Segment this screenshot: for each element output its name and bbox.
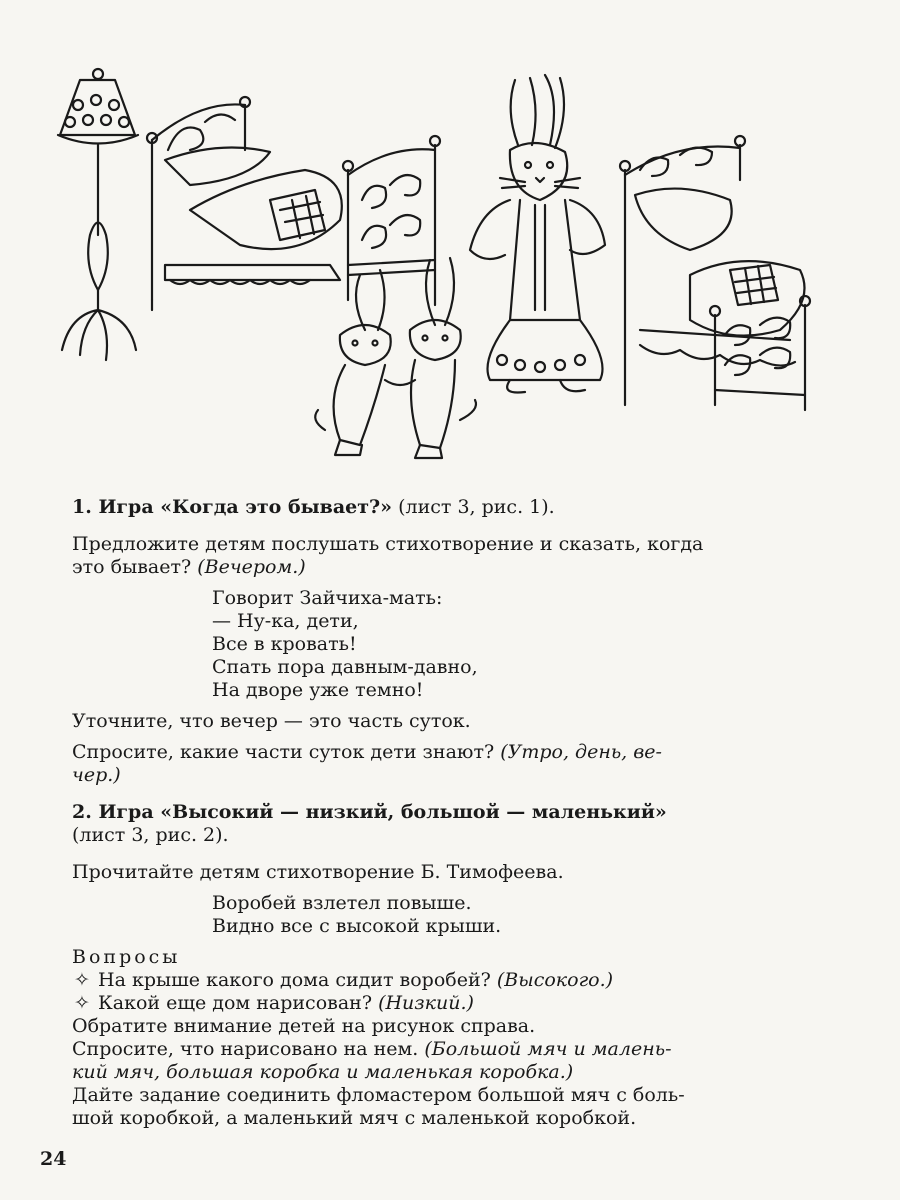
section2-heading-ref: (лист 3, рис. 2).: [72, 824, 229, 846]
section2-read: Прочитайте детям стихотворение Б. Тимофеева.: [72, 861, 564, 883]
bed-left-drawing: [147, 97, 342, 310]
section2-ask-answer: (Большой мяч и малень-: [424, 1038, 672, 1060]
section1-ask-text: Спросите, какие части суток дети знают?: [72, 741, 501, 763]
question-text: Какой еще дом нарисован?: [98, 992, 379, 1014]
hare-mother-drawing: [470, 75, 605, 393]
question-item: [72, 992, 832, 1015]
section1-heading-ref: (лист 3, рис. 1).: [392, 496, 555, 518]
question-answer: (Высокого.): [496, 969, 614, 991]
little-hares-drawing: [315, 258, 476, 458]
document-text: [72, 496, 832, 1130]
section2-heading: [72, 801, 832, 847]
section2-poem: [212, 892, 832, 938]
poem-line: Говорит Зайчиха-мать:: [212, 587, 443, 609]
section1-ask: [72, 741, 832, 787]
section1-intro-answer: (Вечером.): [197, 556, 306, 578]
section1-intro: [72, 533, 832, 579]
section2-heading-title: 2. Игра «Высокий — низкий, большой — маленький»: [72, 801, 667, 823]
poem-line: Спать пора давным-давно,: [212, 656, 478, 678]
poem-line: Воробей взлетел повыше.: [212, 892, 472, 914]
diamond-bullet-icon: ✧: [74, 992, 90, 1014]
section2-ask-answer-cont: кий мяч, большая коробка и маленькая коробка.): [72, 1061, 574, 1083]
questions-title: Вопросы: [72, 946, 181, 968]
question-item: [72, 969, 832, 992]
poem-line: — Ну-ка, дети,: [212, 610, 359, 632]
section1-clarify: Уточните, что вечер — это часть суток.: [72, 710, 471, 732]
section1-heading-title: 1. Игра «Когда это бывает?»: [72, 496, 393, 518]
question-answer: (Низкий.): [378, 992, 474, 1014]
page-number: 24: [40, 1148, 67, 1170]
section1-ask-answer-cont: чер.): [72, 764, 121, 786]
poem-line: Все в кровать!: [212, 633, 357, 655]
section1-poem: [212, 587, 832, 702]
section2-ask-text: Спросите, что нарисовано на нем.: [72, 1038, 425, 1060]
poem-line: На дворе уже темно!: [212, 679, 424, 701]
section2-attention: Обратите внимание детей на рисунок справа.: [72, 1015, 536, 1037]
section2-task-line2: шой коробкой, а маленький мяч с маленькой коробкой.: [72, 1107, 637, 1129]
diamond-bullet-icon: ✧: [74, 969, 90, 991]
section2-task: [72, 1084, 832, 1130]
poem-line: Видно все с высокой крыши.: [212, 915, 502, 937]
section1-intro-line2: это бывает?: [72, 556, 198, 578]
section2-task-line1: Дайте задание соединить фломастером большой мяч с боль-: [72, 1084, 685, 1106]
section1-ask-answer: (Утро, день, ве-: [500, 741, 662, 763]
section2-ask: [72, 1038, 832, 1084]
illustration-hares-bedroom: [40, 60, 830, 480]
question-text: На крыше какого дома сидит воробей?: [98, 969, 497, 991]
floor-lamp-drawing: [58, 69, 138, 360]
bed-right-drawing: [620, 136, 810, 410]
section1-heading: [72, 496, 832, 519]
section1-intro-line1: Предложите детям послушать стихотворение и сказать, когда: [72, 533, 704, 555]
